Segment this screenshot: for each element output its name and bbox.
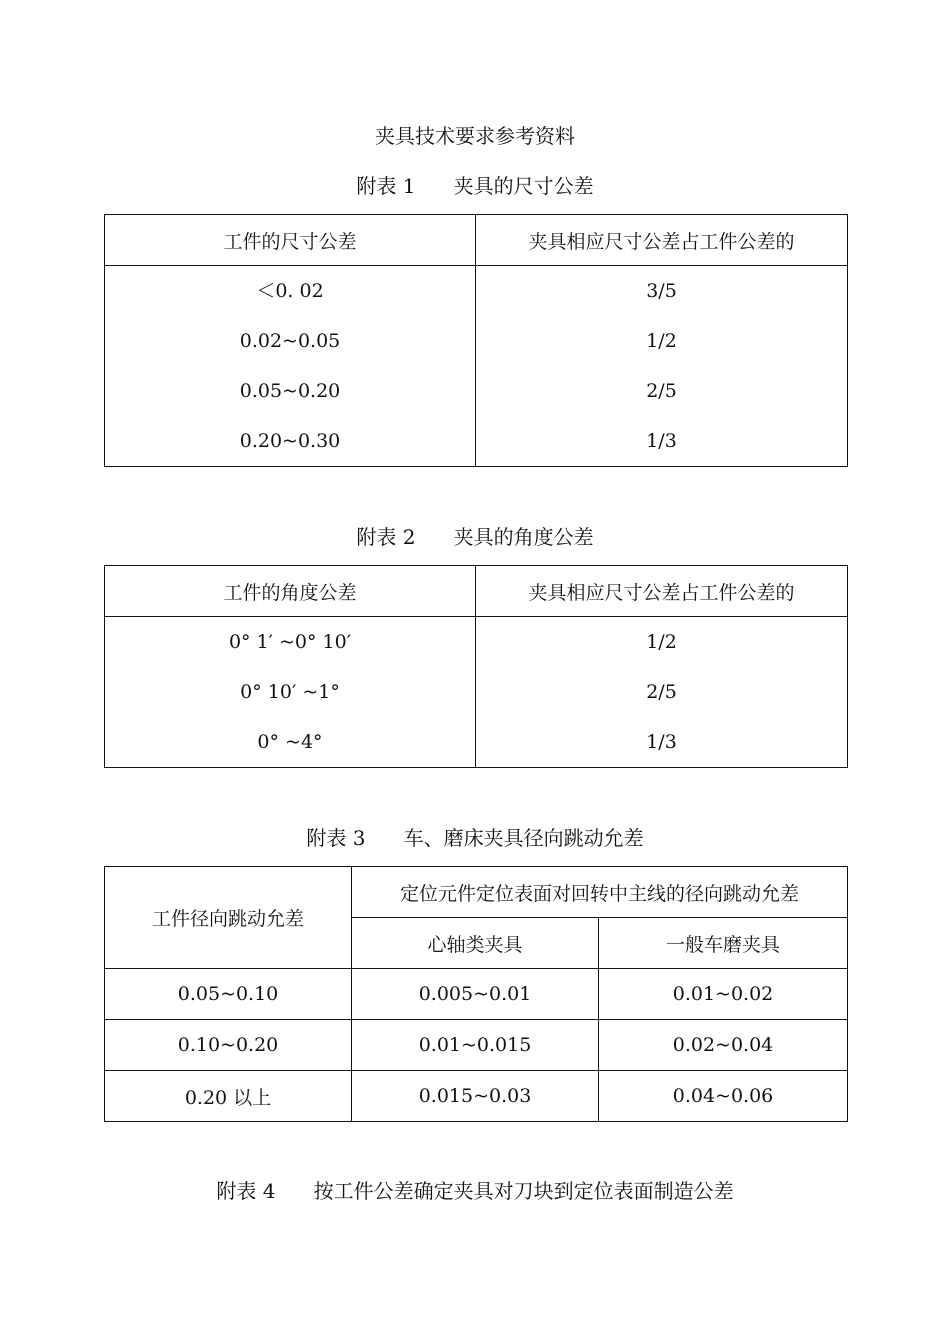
table3-subheader-general: 一般车磨夹具 [599,918,848,969]
table-cell: 0.02~0.04 [599,1020,848,1071]
table-cell: 0.01~0.02 [599,969,848,1020]
table-cell: 0.04~0.06 [599,1071,848,1122]
table3-caption: 附表 3 车、磨床夹具径向跳动允差 [306,826,644,850]
table2-header-workpiece: 工件的角度公差 [105,566,476,617]
table2-caption: 附表 2 夹具的角度公差 [356,525,594,549]
table4-caption: 附表 4 按工件公差确定夹具对刀块到定位表面制造公差 [216,1179,734,1203]
table-cell: 0.01~0.015 [352,1020,599,1071]
table-cell: 0.02~0.05 [239,330,341,352]
table-cell: 0.10~0.20 [105,1020,352,1071]
table-cell: 0.05~0.20 [239,380,341,402]
table-row [105,1020,848,1071]
table-cell: 2/5 [646,681,677,703]
table1-col-workpiece [105,266,476,467]
table2-col-fixture [476,617,848,768]
table1-caption: 附表 1 夹具的尺寸公差 [356,174,594,198]
table3 [104,866,848,1122]
table1 [104,214,848,467]
table-cell: 1/2 [646,631,677,653]
table-cell: 1/2 [646,330,677,352]
table-cell: 0° 1′ ~0° 10′ [228,631,352,653]
table-cell: 0.20 以上 [105,1071,352,1122]
table-row [105,1071,848,1122]
table-row [105,969,848,1020]
table-cell: 0.20~0.30 [239,430,341,452]
table-cell: 0.015~0.03 [352,1071,599,1122]
table1-col-fixture [476,266,848,467]
document-title: 夹具技术要求参考资料 [375,124,575,148]
table-cell: 2/5 [646,380,677,402]
table-cell: 3/5 [646,280,677,302]
table-cell: 0.05~0.10 [105,969,352,1020]
table-cell: 0.005~0.01 [352,969,599,1020]
table1-header-fixture: 夹具相应尺寸公差占工件公差的 [476,215,848,266]
table-cell: 0° 10′ ~1° [240,681,340,703]
table-cell: 0° ~4° [257,731,323,753]
table2 [104,565,848,768]
table-cell: ＜0. 02 [256,280,324,302]
table2-header-fixture: 夹具相应尺寸公差占工件公差的 [476,566,848,617]
table1-header-workpiece: 工件的尺寸公差 [105,215,476,266]
table-cell: 1/3 [646,731,677,753]
table-cell: 1/3 [646,430,677,452]
table2-col-workpiece [105,617,476,768]
table3-header-workpiece: 工件径向跳动允差 [105,867,352,969]
table3-header-group: 定位元件定位表面对回转中主线的径向跳动允差 [352,867,848,918]
table3-subheader-mandrel: 心轴类夹具 [352,918,599,969]
